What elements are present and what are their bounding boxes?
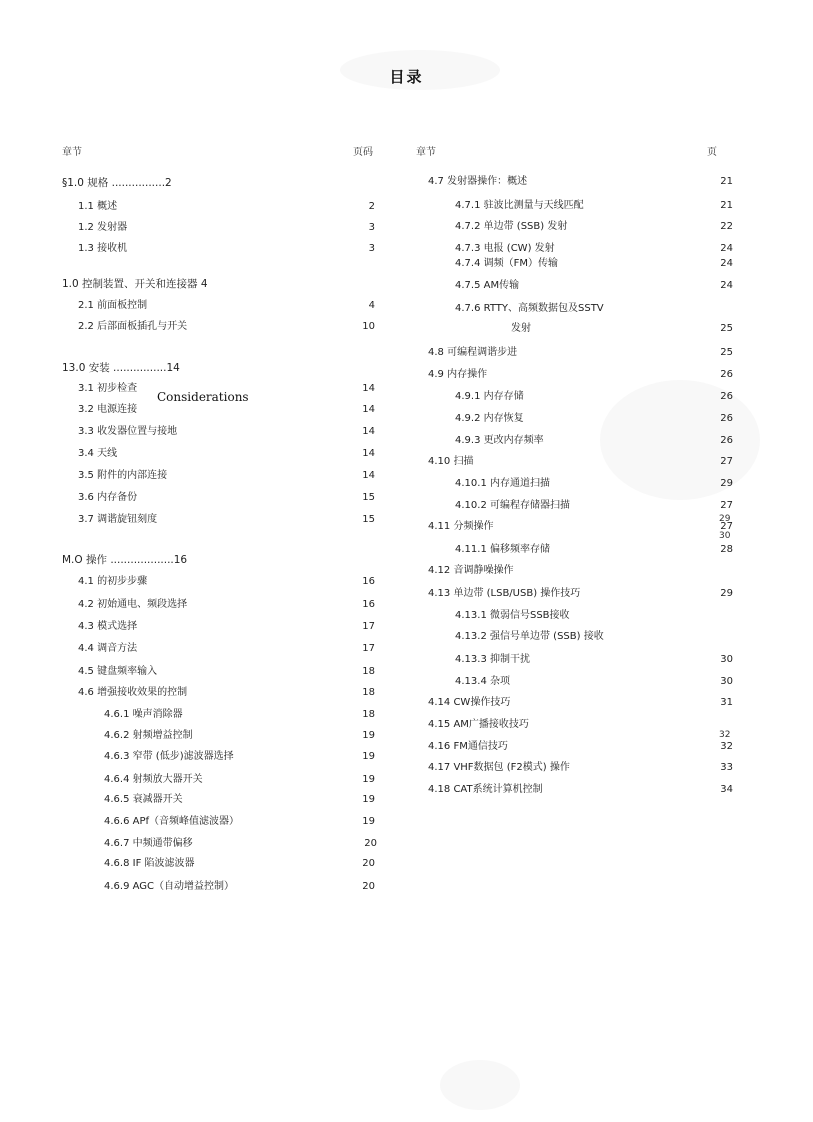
stray-page-number: 30 [719,531,731,541]
toc-right-column: 章节 页 4.7 发射器操作：概述 21 4.7.1 驻波比测量与天线匹配 21 4.7.2 单边带 (SSB) 发射 22 4.7.3 电报 (CW) 发射 24 4.7.4 调频（FM）传输 24 4.7.5 AM传输 24 4.7.6 RTTY、高频数据包及SSTV 发射 25 4.8 可编程调谐步进 25 4.9 内存操作 26 4.9.1 内存存储 26 4.9.2 内存恢复 26 4.9.3 更改内存频率 26 4.10 扫描 27 4.10.1 内存通道扫描 29 4.10.2 可编程存储器扫描 27 4.11 分频操作 27 4.11.1 偏移频率存储 28 4.12 音调静噪操作 4.13 单边带 (LSB/USB) 操作技巧 29 4.13.1 微弱信号SSB接收 4.13.2 强信号单边带 (SSB) 接收 4.13.3 抑制干扰 30 4.13.4 杂项 30 4.14 CW操作技巧 31 4.15 AM广播接收技巧 4.16 FM通信技巧 32 4.17 VHF数据包 (F2模式) 操作 33 4.18 CAT系统计算机控制 34 29 30 32 [400,0,813,1122]
left-header-chapter: 章节 [62,147,82,158]
toc-left-column: 章节 页码 §1.0 规格 ................2 1.1 概述 2 1.2 发射器 3 1.3 接收机 3 1.0 控制装置、开关和连接器 4 2.1 前面板控制 4 2.2 后部面板插孔与开关 10 13.0 安装 ................14 3.1 初步检查 14 3.2 电源连接 14 3.3 收发器位置与接地 14 3.4 天线 14 3.5 附件的内部连接 14 3.6 内存备份 15 3.7 调谐旋钮刻度 15 M.O 操作 ...................16 4.1 的初步步骤 16 4.2 初始通电、频段选择 16 4.3 模式选择 17 4.4 调音方法 17 4.5 键盘频率输入 18 4.6 增强接收效果的控制 18 4.6.1 噪声消除器 18 4.6.2 射频增益控制 19 4.6.3 窄带 (低步)滤波器选择 19 4.6.4 射频放大器开关 19 4.6.5 衰减器开关 19 4.6.6 APf（音频峰值滤波器） 19 4.6.7 中频通带偏移 20 4.6.8 IF 陷波滤波器 20 4.6.9 AGC（自动增益控制） 20 Considerations [0,0,400,1122]
stray-page-number: 32 [719,730,731,740]
right-header-chapter: 章节 [416,147,436,158]
stray-page-number: 29 [719,514,731,524]
overprint-note: Considerations [157,390,249,404]
right-header-page: 页 [707,147,717,158]
page-title: 目录 [389,68,424,86]
left-header-page: 页码 [353,147,373,158]
